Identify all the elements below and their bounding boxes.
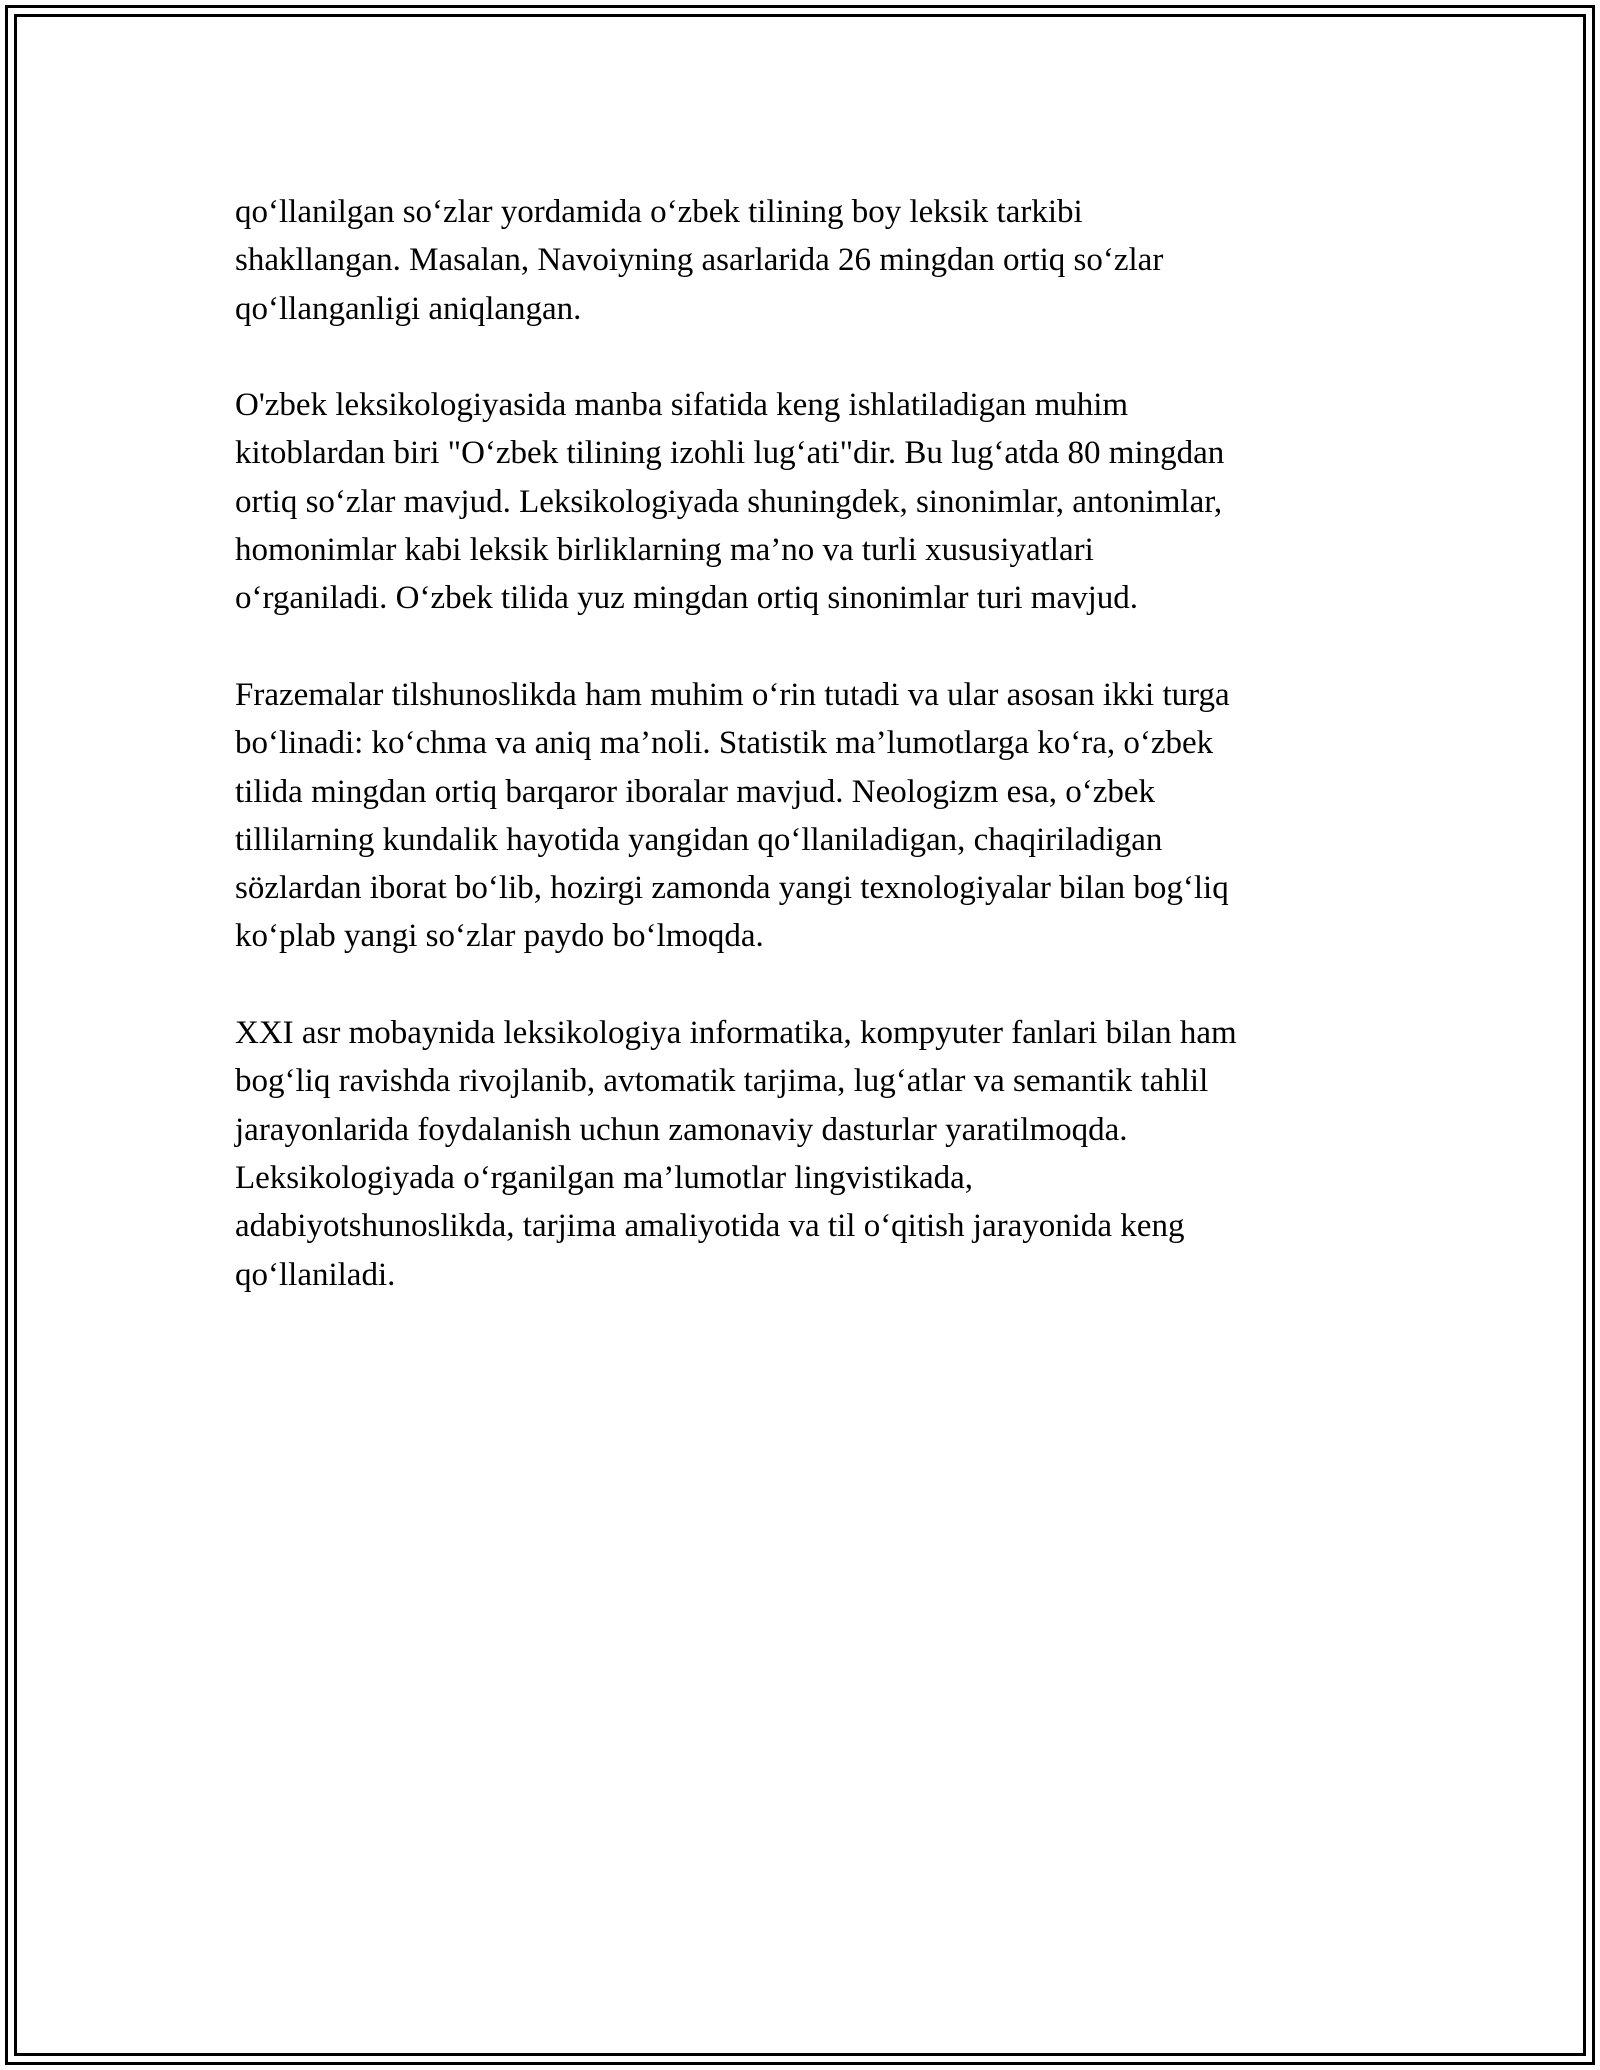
paragraph-3: Frazemalar tilshunoslikda ham muhim o‘rin tutadi va ular asosan ikki turga bo‘linadi: ko‘chma va aniq ma’noli. Statistik ma’lumotlarga ko‘ra, o‘zbek tilida mingdan ortiq barqaror iboralar mavjud. Neologizm esa, o‘zbek tillilarning kundalik hayotida yangidan qo‘llaniladigan, chaqiriladigan sözlardan iborat bo‘lib, hozirgi zamonda yangi texnologiyalar bilan bog‘liq ko‘plab yangi so‘zlar paydo bo‘lmoqda. [235,676,1230,955]
document-body [235,188,1375,1347]
paragraph-2: O'zbek leksikologiyasida manba sifatida keng ishlatiladigan muhim kitoblardan biri "O‘zbek tilining izohli lug‘ati"dir. Bu lug‘atda 80 mingdan ortiq so‘zlar mavjud. Leksikologiyada shuningdek, sinonimlar, antonimlar, homonimlar kabi leksik birliklarning ma’no va turli xususiyatlari o‘rganiladi. O‘zbek tilida yuz mingdan ortiq sinonimlar turi mavjud. [235,387,1225,617]
paragraph-4: XXI asr mobaynida leksikologiya informatika, kompyuter fanlari bilan ham bog‘liq ravishda rivojlanib, avtomatik tarjima, lug‘atlar va semantik tahlil jarayonlarida foydalanish uchun zamonaviy dasturlar yaratilmoqda. Leksikologiyada o‘rganilgan ma’lumotlar lingvistikada, adabiyotshunoslikda, tarjima amaliyotida va til o‘qitish jarayonida keng qo‘llaniladi. [235,1015,1237,1293]
paragraph-1: qo‘llanilgan so‘zlar yordamida o‘zbek tilining boy leksik tarkibi shakllangan. Masalan, Navoiyning asarlarida 26 mingdan ortiq so‘zlar qo‘llanganligi aniqlangan. [235,194,1164,327]
